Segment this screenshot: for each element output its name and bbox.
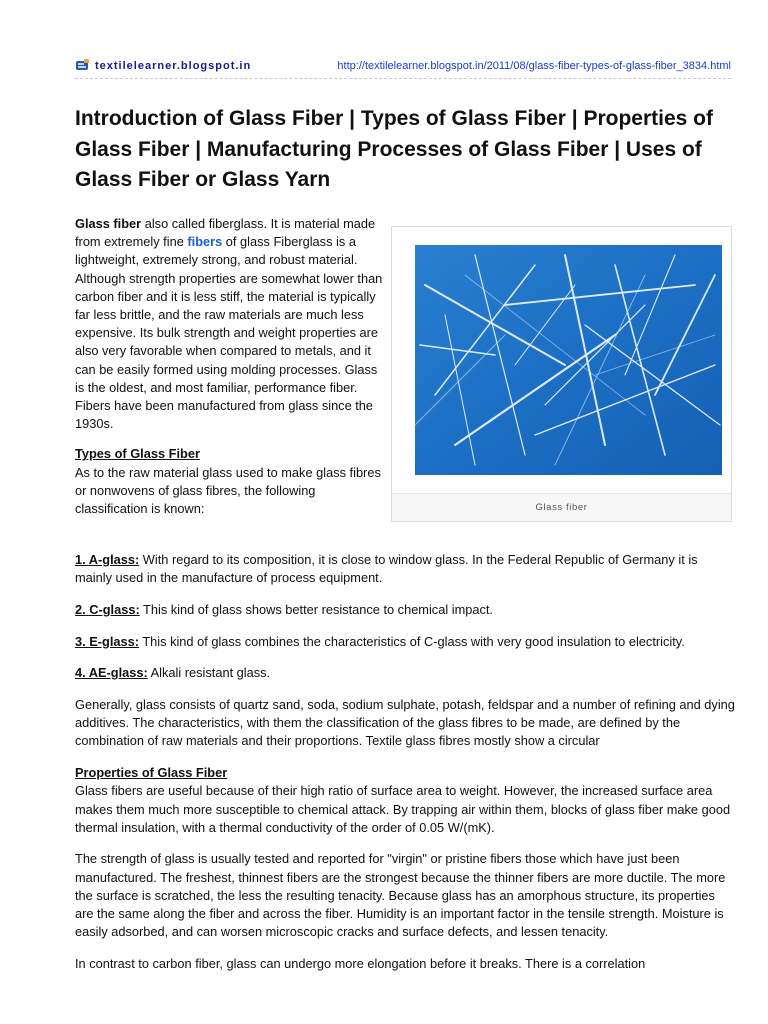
type-e-glass <box>75 633 735 651</box>
type-a-glass <box>75 551 735 587</box>
type-text: With regard to its composition, it is close to window glass. In the Federal Republic of Germany it is mainly used in the manufacture of process equipment. <box>75 552 698 586</box>
properties-paragraph-2: The strength of glass is usually tested and reported for "virgin" or pristine fibers those which have just been manufactured. The freshest, thinnest fibers are the strongest because the thinner fibers are more ductile. The more the surface is scratched, the less the resulting tenacity. Because glass has an amorphous structure, its properties are the same along the fiber and across the fiber. Humidity is an important factor in the tensile strength. Moisture is easily adsorbed, and can worsen microscopic cracks and surface defects, and lessen tenacity. <box>75 851 726 940</box>
intro-paragraph <box>75 215 385 433</box>
site-brand[interactable] <box>75 59 251 72</box>
article-title: Introduction of Glass Fiber | Types of Glass Fiber | Properties of Glass Fiber | Manufacturing Processes of Glass Fiber | Uses of Glass Fiber or Glass Yarn <box>75 107 713 191</box>
intro-text-2: of glass Fiberglass is a lightweight, extremely strong, and robust material. Although strength properties are somewhat lower than carbon fiber and it is less stiff, the material is typically far less brittle, and the raw materials are much less expensive. Its bulk strength and weight properties are also very favorable when compared to metals, and it can be easily formed using molding processes. Glass is the oldest, and most familiar, performance fiber. Fibers have been manufactured from glass since the 1930s. <box>75 234 383 432</box>
glass-fiber-figure <box>391 226 732 522</box>
type-text: This kind of glass combines the characteristics of C-glass with very good insulation to electricity. <box>139 633 685 649</box>
type-label: 4. AE-glass: <box>75 665 148 681</box>
type-text: Alkali resistant glass. <box>147 665 271 681</box>
glass-fiber-photo <box>415 245 722 475</box>
properties-heading: Properties of Glass Fiber <box>75 765 228 781</box>
type-text: This kind of glass shows better resistance to chemical impact. <box>139 601 493 617</box>
type-ae-glass <box>75 664 735 682</box>
fibers-link[interactable]: fibers <box>187 234 223 250</box>
properties-paragraph-3: In contrast to carbon fiber, glass can undergo more elongation before it breaks. There is a correlation <box>75 955 646 971</box>
type-c-glass <box>75 601 735 619</box>
page-header <box>75 56 731 79</box>
types-intro-text: As to the raw material glass used to make glass fibres or nonwovens of glass fibres, the following classification is known: <box>75 464 381 517</box>
page-url-link[interactable]: http://textilelearner.blogspot.in/2011/08/glass-fiber-types-of-glass-fiber_3834.html <box>337 60 731 72</box>
intro-text-1: also called fiberglass. It is material made from extremely fine <box>75 216 376 250</box>
types-heading: Types of Glass Fiber <box>75 446 200 462</box>
blogger-logo-icon <box>75 59 90 72</box>
type-label: 1. A-glass: <box>75 552 140 567</box>
figure-caption: Glass fiber <box>392 493 731 521</box>
general-paragraph: Generally, glass consists of quartz sand, soda, sodium sulphate, potash, feldspar and a number of refining and dying additives. The characteristics, with them the classification of the glass fibres to be made, are defined by the combination of raw materials and their proportions. Textile glass fibres mostly show a circular <box>75 697 735 749</box>
intro-column <box>75 215 385 530</box>
properties-text-1: Glass fibers are useful because of their high ratio of surface area to weight. However, the increased surface area makes them much more susceptible to chemical attack. By trapping air within them, blocks of glass fiber make good thermal insulation, with a thermal conductivity of the order of 0.05 W/(mK). <box>75 783 731 835</box>
types-intro <box>75 445 385 518</box>
properties-paragraph-1 <box>75 764 735 837</box>
site-name: textilelearner.blogspot.in <box>95 59 252 72</box>
intro-lead: Glass fiber <box>75 216 142 231</box>
type-label: 2. C-glass: <box>75 601 140 617</box>
type-label: 3. E-glass: <box>75 633 140 649</box>
article-body <box>75 551 735 987</box>
